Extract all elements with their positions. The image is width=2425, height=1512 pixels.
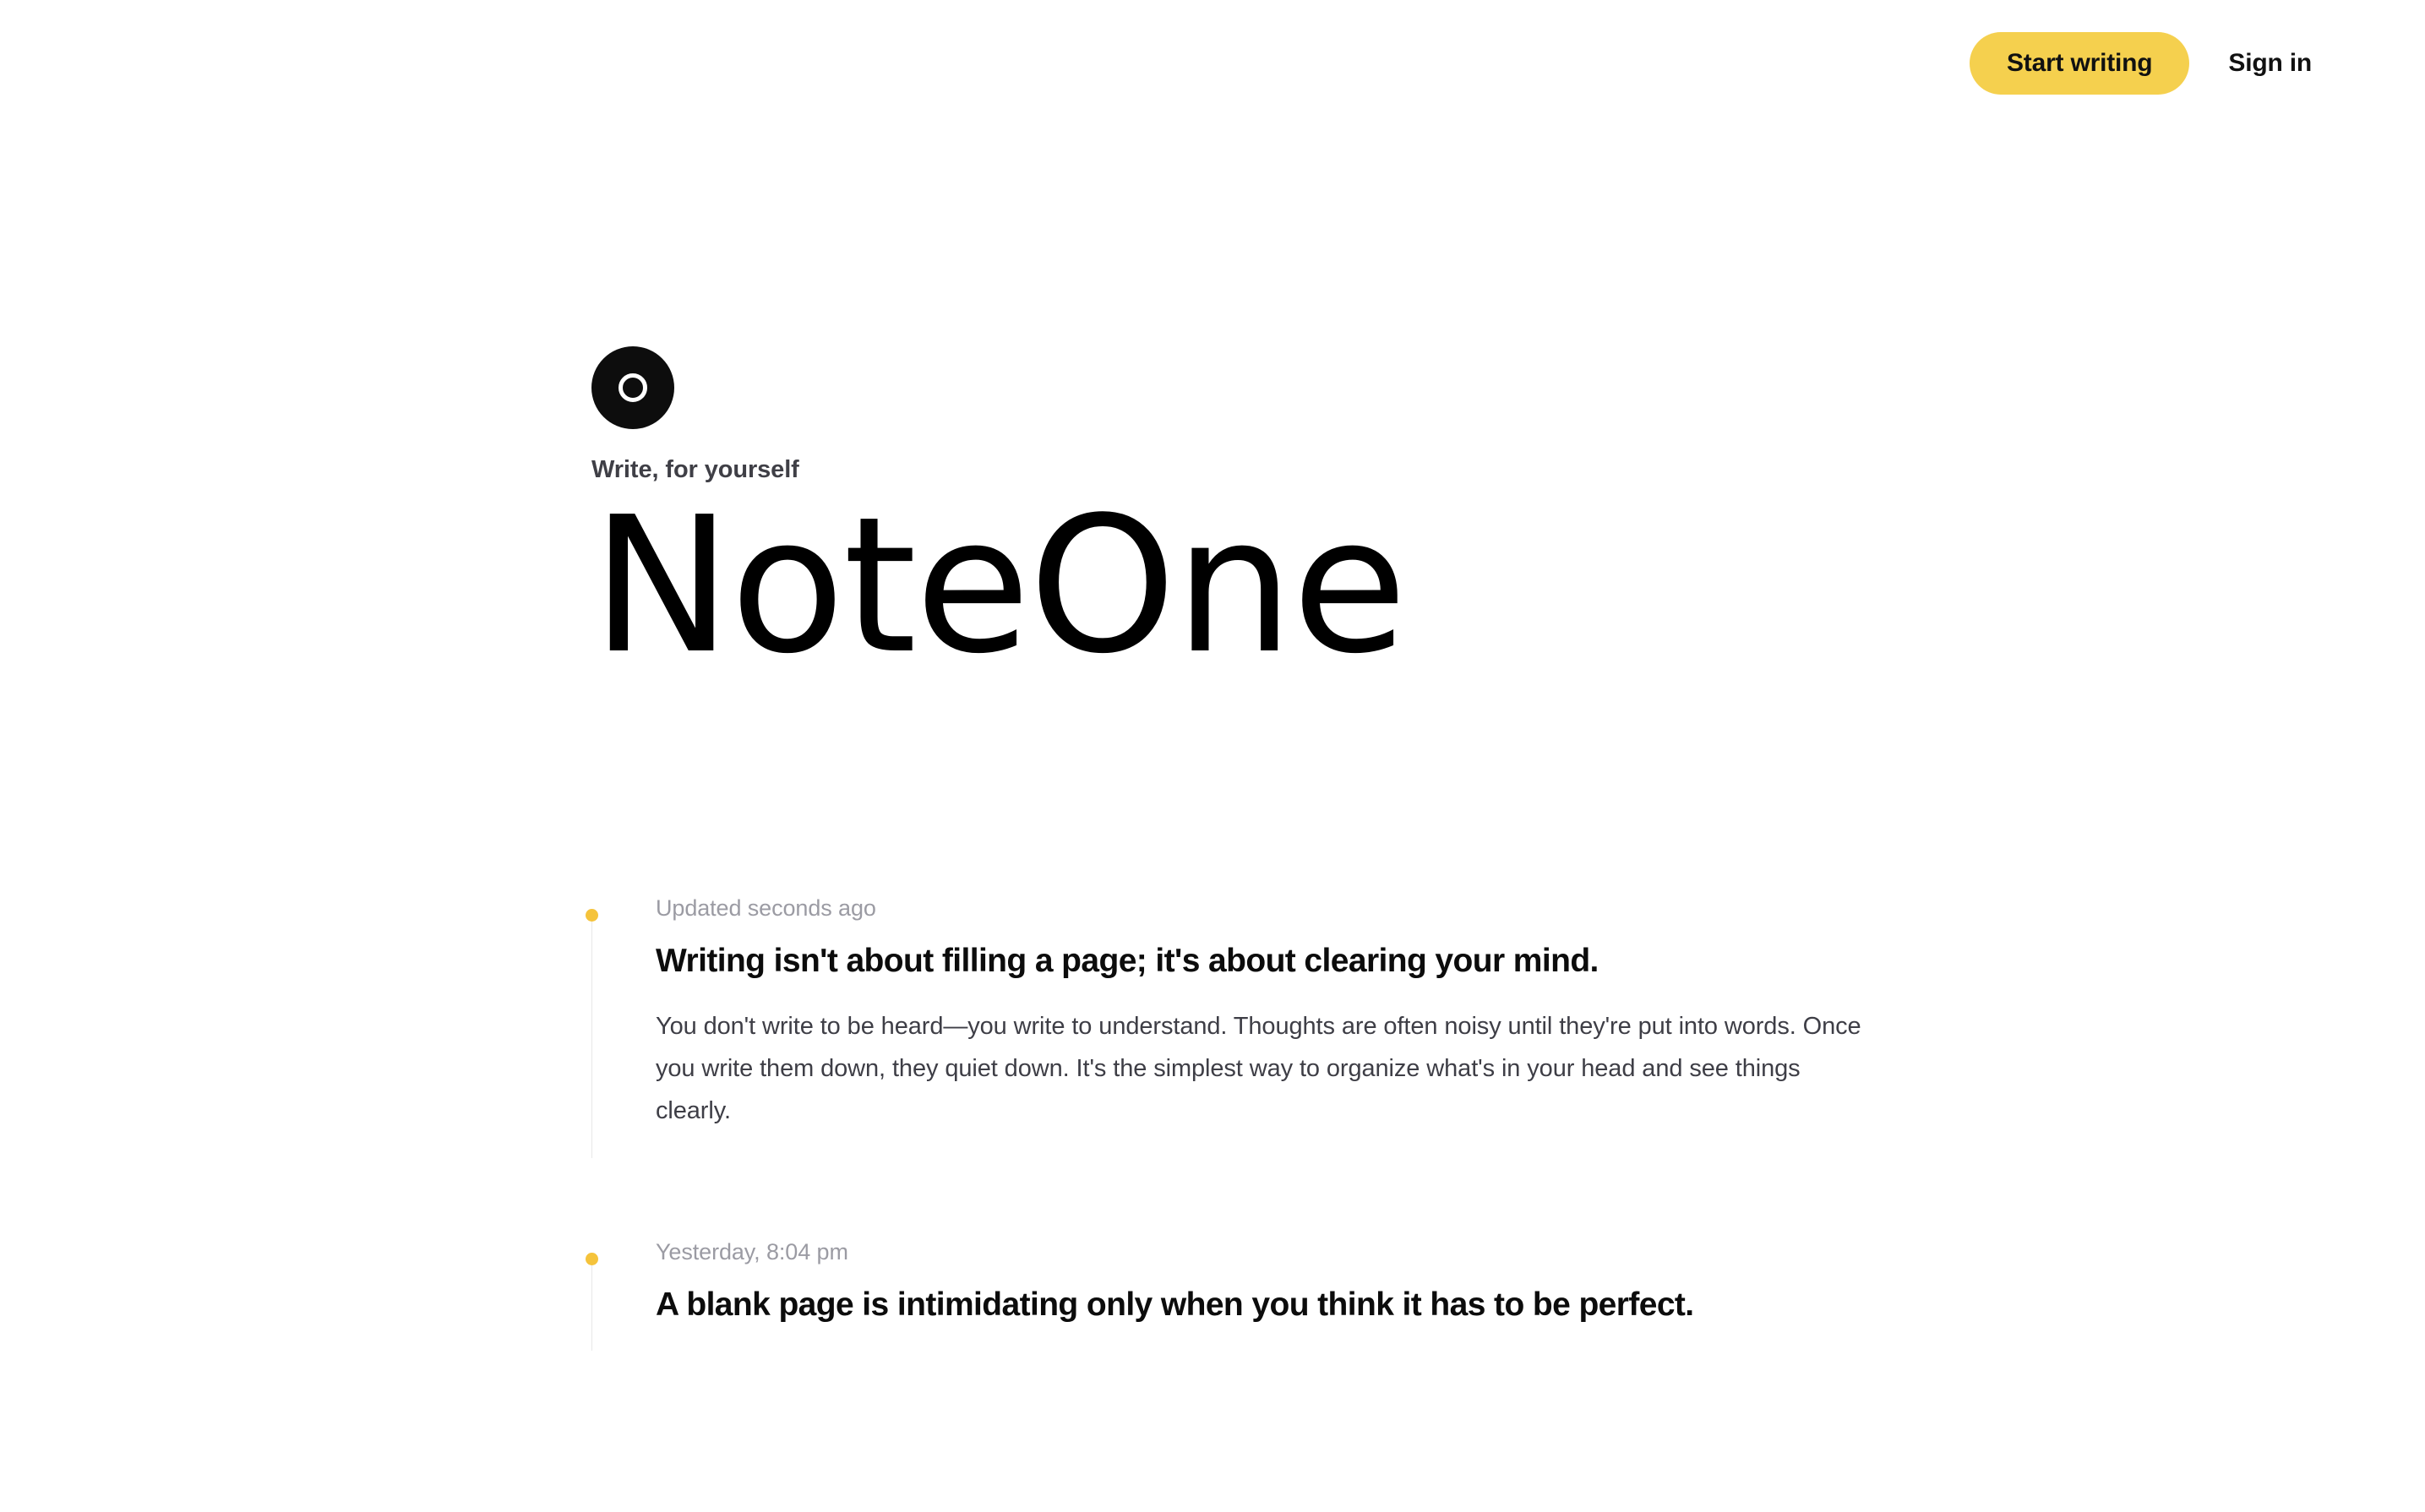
top-navigation (0, 0, 2425, 127)
hero-tagline: Write, for yourself (591, 456, 799, 483)
page-title: NoteOne (591, 477, 1406, 695)
start-writing-button[interactable]: Start writing (1970, 32, 2189, 95)
notes-timeline (591, 895, 1943, 1325)
note-timestamp: Updated seconds ago (656, 895, 876, 921)
note-body: You don't write to be heard—you write to understand. Thoughts are often noisy until they're put into words. Once you write them down, they quiet down. It's the simplest way to organize what's in your head and see things clearly. (656, 1012, 1861, 1124)
timeline-rail (591, 1263, 592, 1352)
sign-in-button[interactable]: Sign in (2215, 32, 2325, 95)
note-title: Writing isn't about filling a page; it's about clearing your mind. (656, 943, 1599, 979)
list-item[interactable] (591, 1239, 1943, 1326)
logo-inner-ring (619, 373, 647, 402)
hero-section (591, 346, 1859, 695)
timeline-dot-icon (586, 1253, 598, 1265)
list-item[interactable] (591, 895, 1943, 1133)
timeline-dot-icon (586, 909, 598, 922)
note-timestamp: Yesterday, 8:04 pm (656, 1238, 848, 1265)
timeline-rail (591, 919, 592, 1158)
circle-ring-icon (591, 346, 674, 429)
note-title: A blank page is intimidating only when you think it has to be perfect. (656, 1286, 1694, 1323)
